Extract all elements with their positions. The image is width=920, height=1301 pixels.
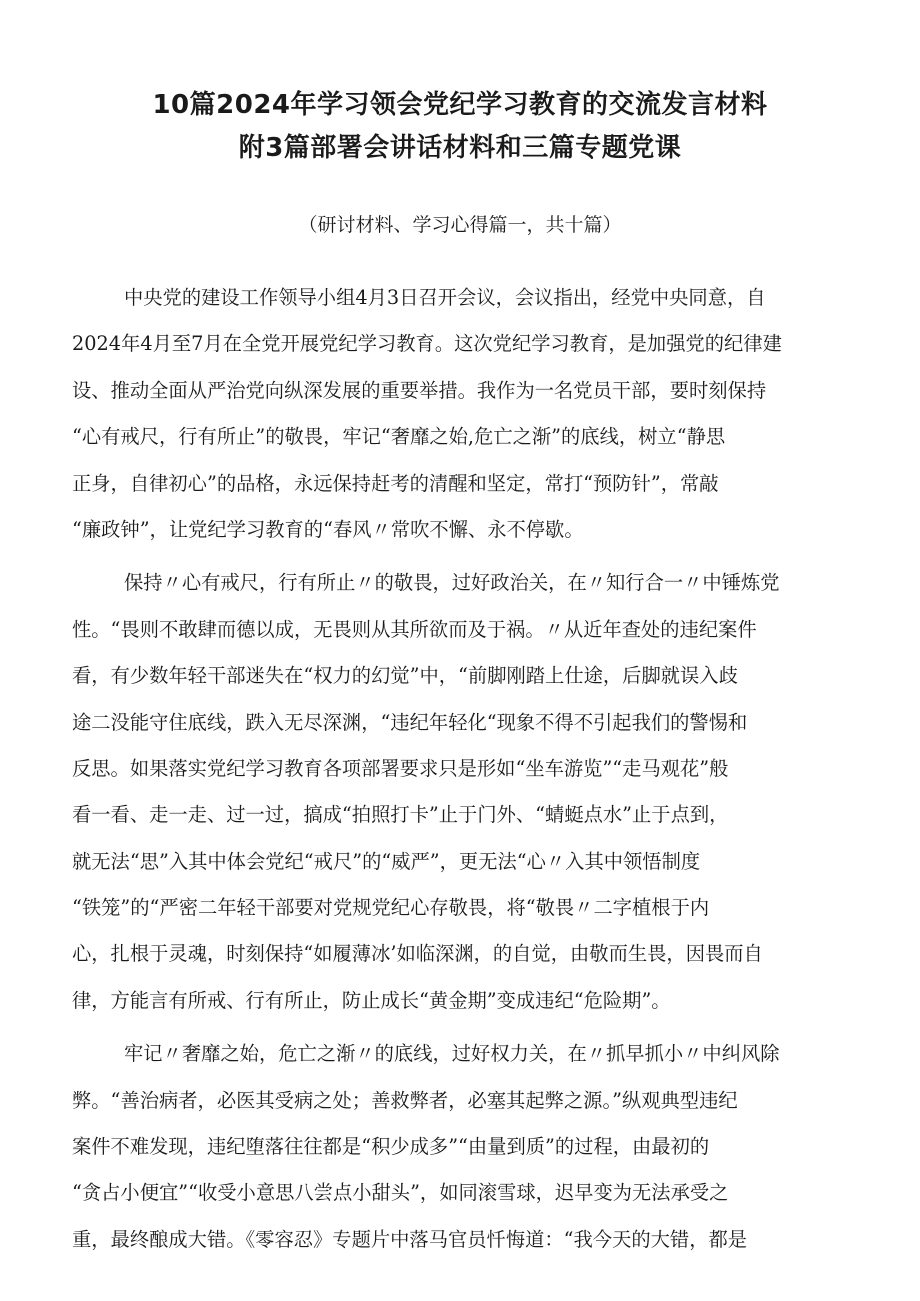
text-line: 2024年4月至7月在全党开展党纪学习教育。这次党纪学习教育，是加强党的纪律建 [72,332,782,356]
paragraph-2 [72,560,862,1024]
text-line: 看一看、走一走、过一过，搞成“拍照打卡”止于门外、“蜻蜓点水”止于点到， [72,803,729,827]
text-line: 中央党的建设工作领导小组4月3日召开会议，会议指出，经党中央同意，自 [124,286,766,309]
text-line: 就无法“思”入其中体会党纪“戒尺”的“威严”，更无法“心〃入其中领悟制度 [72,849,701,873]
text-line: 设、推动全面从严治党向纵深发展的重要举措。我作为一名党员干部，要时刻保持 [72,378,767,402]
text-line: 正身，自律初心”的品格，永远保持赶考的清醒和坚定，常打“预防针”，常敲 [72,471,719,495]
text-line: “心有戒尺，行有所止”的敬畏，牢记“奢靡之始,危亡之渐”的底线，树立“静思 [72,425,726,449]
text-line: 看，有少数年轻干部迷失在“权力的幻觉”中，“前脚刚踏上仕途，后脚就误入歧 [72,664,738,688]
text-line: “贪占小便宜”“收受小意思八尝点小甜头”，如同滚雪球，迟早变为无法承受之 [72,1181,729,1205]
document-title [60,84,860,170]
document-subtitle: （研讨材料、学习心得篇一，共十篇） [298,214,622,236]
text-line: 心，扎根于灵魂，时刻保持“如履薄冰’如临深渊，的自觉，由敬而生畏，因畏而自 [72,942,763,966]
paragraph-3 [72,1031,862,1263]
text-line: 保持〃心有戒尺，行有所止〃的敬畏，过好政治关，在〃知行合一〃中锤炼党 [124,571,780,595]
text-line: “廉政钟”，让党纪学习教育的“春风〃常吹不懈、永不停歇。 [72,517,584,541]
text-line: 重，最终酿成大错。《零容忍》专题片中落马官员忏悔道：“我今天的大错，都是 [72,1227,748,1251]
text-line: 性。“畏则不敢肆而德以成，无畏则从其所欲而及于祸。〃从近年查处的违纪案件 [72,617,757,641]
document-body [72,275,862,1270]
title-line: 附3篇部署会讲话材料和三篇专题党课 [238,133,682,163]
text-line: 途二没能守住底线，跌入无尽深渊，“违纪年轻化“现象不得不引起我们的警惕和 [72,710,748,734]
text-line: 弊。“善治病者，必医其受病之处；善救弊者，必塞其起弊之源。”纵观典型违纪 [72,1088,738,1112]
text-line: 牢记〃奢靡之始，危亡之渐〃的底线，过好权力关，在〃抓早抓小〃中纠风除 [124,1042,780,1066]
text-line: 反思。如果落实党纪学习教育各项部署要求只是形如“坐车游览”“走马观花”般 [72,756,729,780]
text-line: 律，方能言有所戒、行有所止，防止成长“黄金期”变成违纪“危险期”。 [72,988,671,1012]
paragraph-1 [72,275,862,553]
text-line: 案件不难发现，违纪堕落往往都是“积少成多”“由量到质”的过程，由最初的 [72,1135,710,1159]
title-line: 10篇2024年学习领会党纪学习教育的交流发言材料 [152,90,768,120]
text-line: “铁笼”的“严密二年轻干部要对党规党纪心存敬畏，将“敬畏〃二字植根于内 [72,896,710,920]
